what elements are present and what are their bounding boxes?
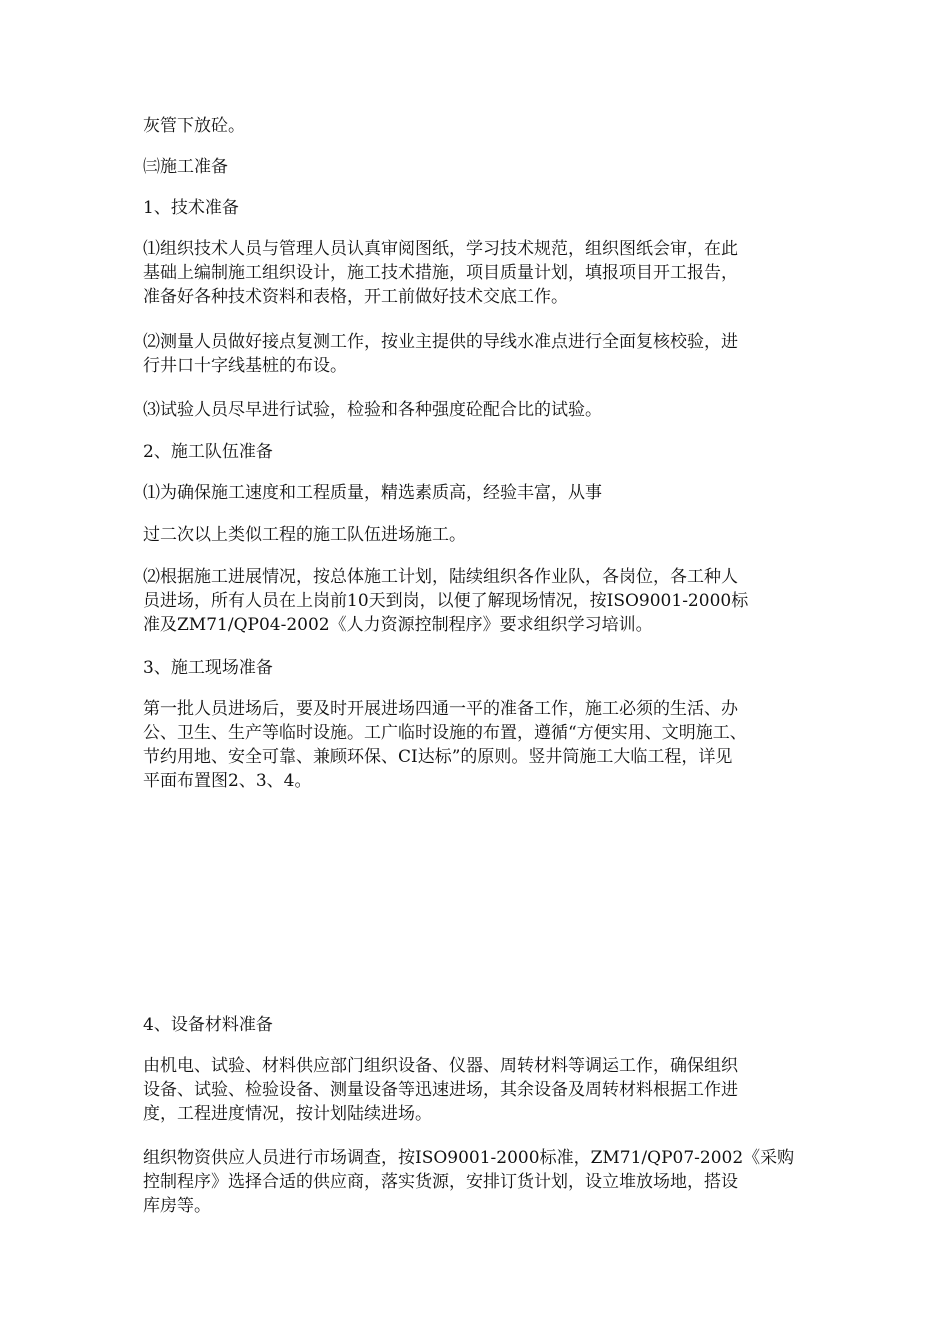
paragraph-text: [143, 481, 823, 505]
text-line: ⑴为确保施工速度和工程质量，精选素质高，经验丰富，从事: [143, 483, 602, 503]
subsection-heading: [143, 196, 823, 220]
text-line: 组织物资供应人员进行市场调查，按ISO9001-2000标准，ZM71/QP07-2002《采购: [143, 1148, 795, 1168]
paragraph-text: [143, 1054, 823, 1126]
text-line: 第一批人员进场后，要及时开展进场四通一平的准备工作，施工必须的生活、办: [143, 699, 738, 719]
text-line: 设备、试验、检验设备、测量设备等迅速进场，其余设备及周转材料根据工作进: [143, 1080, 738, 1100]
paragraph-text: [143, 697, 823, 793]
text-line: 基础上编制施工组织设计，施工技术措施，项目质量计划，填报项目开工报告，: [143, 263, 738, 283]
paragraph-text: [143, 237, 823, 309]
text-line: ⑴组织技术人员与管理人员认真审阅图纸，学习技术规范，组织图纸会审，在此: [143, 239, 738, 259]
text-line: 3、施工现场准备: [143, 658, 273, 678]
subsection-heading: [143, 440, 823, 464]
text-line: 2、施工队伍准备: [143, 442, 273, 462]
text-line: 由机电、试验、材料供应部门组织设备、仪器、周转材料等调运工作，确保组织: [143, 1056, 738, 1076]
paragraph-text: [143, 523, 823, 547]
text-line: 控制程序》选择合适的供应商，落实货源，安排订货计划，设立堆放场地，搭设: [143, 1172, 738, 1192]
text-line: 节约用地、安全可靠、兼顾环保、CI达标”的原则。竖井筒施工大临工程，详见: [143, 747, 733, 767]
text-line: 准及ZM71/QP04-2002《人力资源控制程序》要求组织学习培训。: [143, 615, 653, 635]
section-heading: [143, 155, 823, 179]
paragraph-text: [143, 565, 823, 637]
text-line: 4、设备材料准备: [143, 1015, 273, 1035]
text-line: 度，工程进度情况，按计划陆续进场。: [143, 1104, 432, 1124]
text-line: 公、卫生、生产等临时设施。工广临时设施的布置，遵循“方便实用、文明施工、: [143, 723, 747, 743]
text-line: 员进场，所有人员在上岗前10天到岗，以便了解现场情况，按ISO9001-2000标: [143, 591, 749, 611]
paragraph-text: [143, 330, 823, 378]
subsection-heading: [143, 1013, 823, 1037]
text-line: ⑶试验人员尽早进行试验，检验和各种强度砼配合比的试验。: [143, 400, 602, 420]
text-line: 行井口十字线基桩的布设。: [143, 356, 347, 376]
text-line: 灰管下放砼。: [143, 116, 245, 136]
text-line: 过二次以上类似工程的施工队伍进场施工。: [143, 525, 466, 545]
text-line: 平面布置图2、3、4。: [143, 771, 312, 791]
paragraph-text: [143, 1146, 823, 1218]
text-line: ⑵测量人员做好接点复测工作，按业主提供的导线水准点进行全面复核校验，进: [143, 332, 738, 352]
paragraph-text: [143, 114, 823, 138]
text-line: 库房等。: [143, 1196, 211, 1216]
text-line: 1、技术准备: [143, 198, 239, 218]
paragraph-text: [143, 398, 823, 422]
text-line: 准备好各种技术资料和表格，开工前做好技术交底工作。: [143, 287, 568, 307]
text-line: ⑵根据施工进展情况，按总体施工计划，陆续组织各作业队，各岗位，各工种人: [143, 567, 738, 587]
text-line: ㈢施工准备: [143, 157, 228, 177]
subsection-heading: [143, 656, 823, 680]
